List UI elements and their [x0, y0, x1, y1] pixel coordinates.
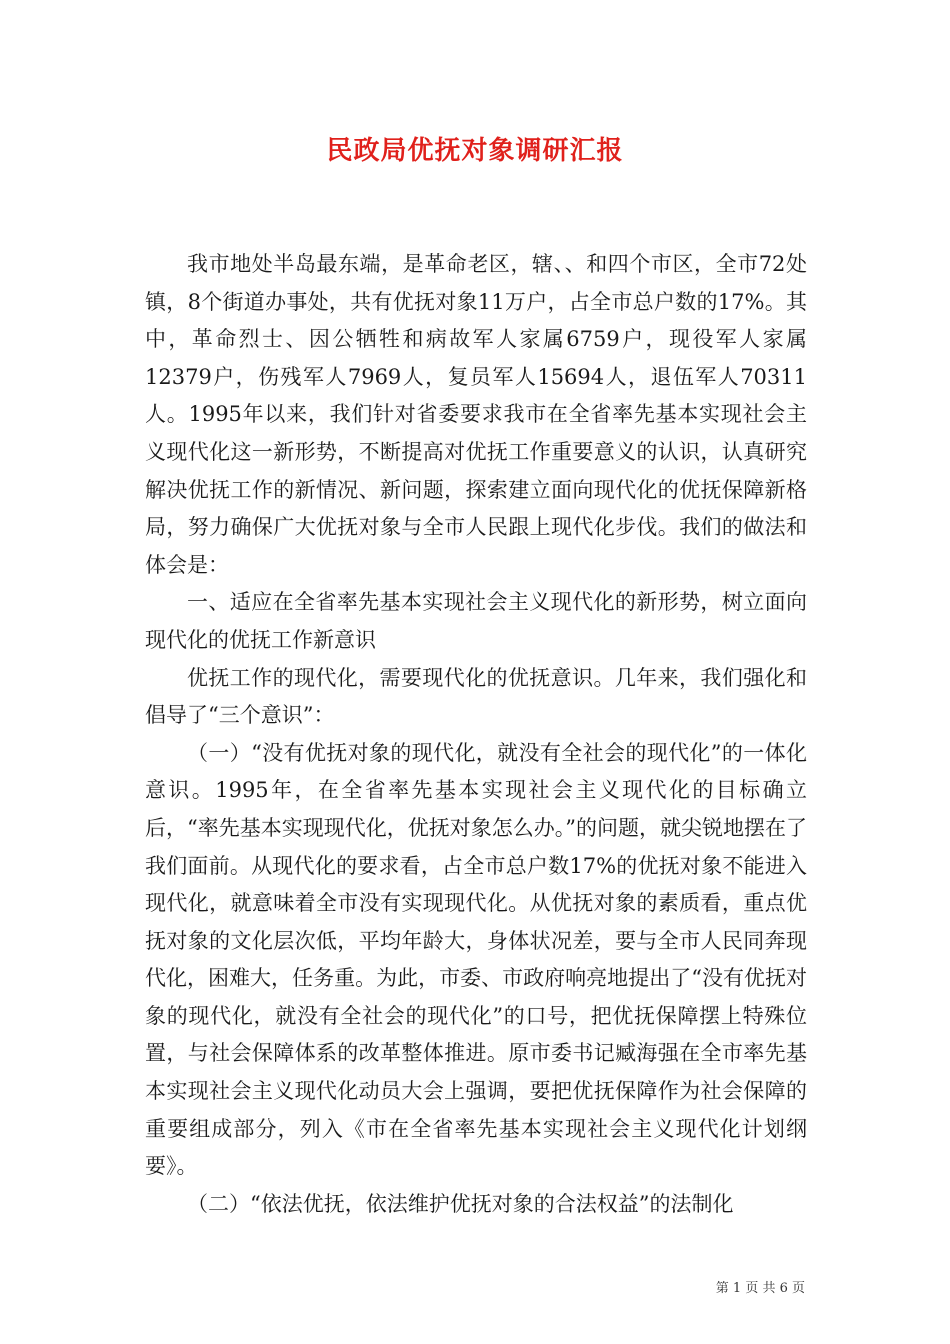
document-body — [145, 246, 807, 1223]
paragraph-item-1: （一）“没有优抚对象的现代化，就没有全社会的现代化”的一体化意识。1995年，在全省率先基本实现社会主义现代化的目标确立后，“率先基本实现现代化，优抚对象怎么办。”的问题，就尖锐地摆在了我们面前。从现代化的要求看，占全市总户数17%的优抚对象不能进入现代化，就意味着全市没有实现现代化。从优抚对象的素质看，重点优抚对象的文化层次低，平均年龄大，身体状况差，要与全市人民同奔现代化，困难大，任务重。为此，市委、市政府响亮地提出了“没有优抚对象的现代化，就没有全社会的现代化”的口号，把优抚保障摆上特殊位置，与社会保障体系的改革整体推进。原市委书记臧海强在全市率先基本实现社会主义现代化动员大会上强调，要把优抚保障作为社会保障的重要组成部分，列入《市在全省率先基本实现社会主义现代化计划纲要》。 — [145, 740, 807, 1179]
paragraph-item-2: （二）“依法优抚，依法维护优抚对象的合法权益”的法制化 — [187, 1191, 734, 1216]
document-title: 民政局优抚对象调研汇报 — [326, 136, 624, 166]
paragraph-intro: 我市地处半岛最东端，是革命老区，辖、、和四个市区，全市72处镇，8个街道办事处，共有优抚对象11万户，占全市总户数的17%。其中，革命烈士、因公牺牲和病故军人家属6759户，现役军人家属12379户，伤残军人7969人，复员军人15694人，退伍军人70311人。1995年以来，我们针对省委要求我市在全省率先基本实现社会主义现代化这一新形势，不断提高对优抚工作重要意义的认识，认真研究解决优抚工作的新情况、新问题，探索建立面向现代化的优抚保障新格局，努力确保广大优抚对象与全市人民跟上现代化步伐。我们的做法和体会是： — [145, 252, 807, 577]
page-number-footer: 第 1 页 共 6 页 — [715, 1281, 805, 1296]
paragraph-section-heading-1: 一、适应在全省率先基本实现社会主义现代化的新形势，树立面向现代化的优抚工作新意识 — [145, 590, 807, 652]
paragraph-three-awareness: 优抚工作的现代化，需要现代化的优抚意识。几年来，我们强化和倡导了“三个意识”： — [145, 665, 807, 728]
